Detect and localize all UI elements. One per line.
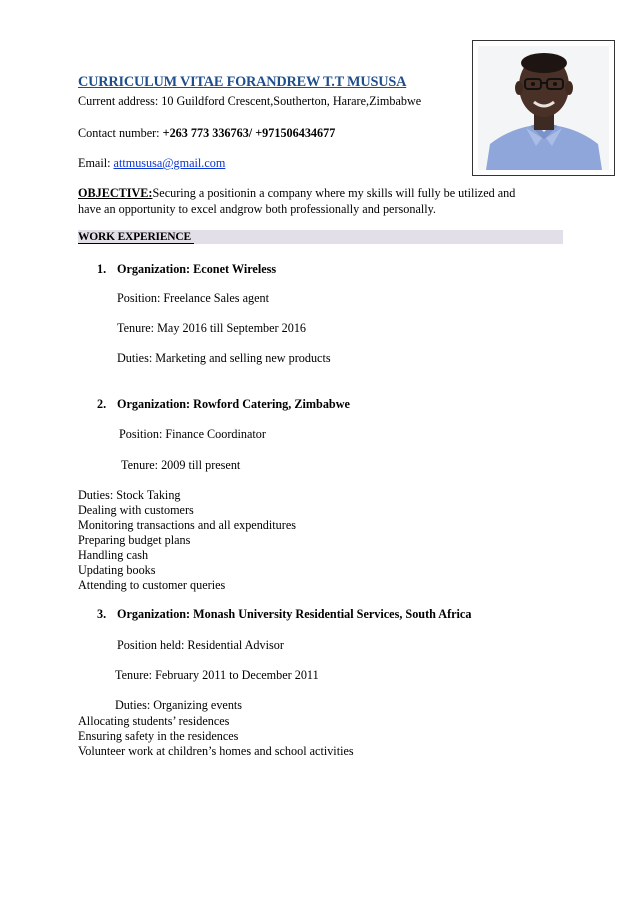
contact-label: Contact number: [78, 126, 163, 140]
job-2-duty: Updating books [78, 563, 156, 577]
address-label: Current address: [78, 94, 162, 108]
address-line [78, 94, 421, 108]
job-3-tenure: Tenure: February 2011 to December 2011 [115, 668, 319, 682]
cv-title: CURRICULUM VITAE FORANDREW T.T MUSUSA [78, 74, 407, 90]
job-2-duty: Attending to customer queries [78, 578, 226, 592]
job-3-number: 3. [97, 607, 107, 621]
job-3-duty: Ensuring safety in the residences [78, 729, 239, 743]
job-1-duties: Duties: Marketing and selling new products [117, 351, 331, 365]
job-1-number: 1. [97, 262, 107, 276]
job-2-tenure: Tenure: 2009 till present [121, 458, 241, 472]
job-2-duty: Dealing with customers [78, 503, 194, 517]
job-2-duty: Monitoring transactions and all expenditures [78, 518, 296, 532]
job-2-position: Position: Finance Coordinator [119, 427, 266, 441]
contact-line [78, 126, 335, 140]
work-experience-heading-bar [78, 230, 563, 244]
heading-underline [78, 243, 194, 244]
email-link[interactable]: attmususa@gmail.com [113, 156, 226, 170]
portrait-photo [472, 40, 615, 176]
address-value: 10 Guildford Crescent,Southerton, Harare,Zimbabwe [161, 94, 422, 108]
job-2-duty: Handling cash [78, 548, 149, 562]
job-2-duty: Preparing budget plans [78, 533, 191, 547]
objective-line-1 [78, 186, 515, 200]
job-3-position: Position held: Residential Advisor [117, 638, 284, 652]
job-3-duty: Allocating students’ residences [78, 714, 230, 728]
job-2-organization: Organization: Rowford Catering, Zimbabwe [117, 397, 350, 411]
work-experience-heading: WORK EXPERIENCE [78, 231, 191, 243]
job-2-duty: Duties: Stock Taking [78, 488, 181, 502]
job-3-duty: Duties: Organizing events [115, 698, 243, 712]
job-1-organization: Organization: Econet Wireless [117, 262, 277, 276]
job-2-number: 2. [97, 397, 107, 411]
contact-value: +263 773 336763/ +971506434677 [162, 126, 336, 140]
job-3-organization: Organization: Monash University Residential Services, South Africa [117, 607, 472, 621]
email-line [78, 156, 225, 170]
job-3-duty: Volunteer work at children’s homes and school activities [78, 744, 354, 758]
job-1-position: Position: Freelance Sales agent [117, 291, 269, 305]
job-1-tenure: Tenure: May 2016 till September 2016 [117, 321, 307, 335]
objective-text-1: Securing a positionin a company where my skills will fully be utilized and [152, 186, 516, 200]
objective-line-2: have an opportunity to excel andgrow both professionally and personally. [78, 202, 436, 216]
portrait-photo-icon [478, 46, 609, 170]
objective-label: OBJECTIVE: [78, 186, 153, 200]
email-label: Email: [78, 156, 114, 170]
